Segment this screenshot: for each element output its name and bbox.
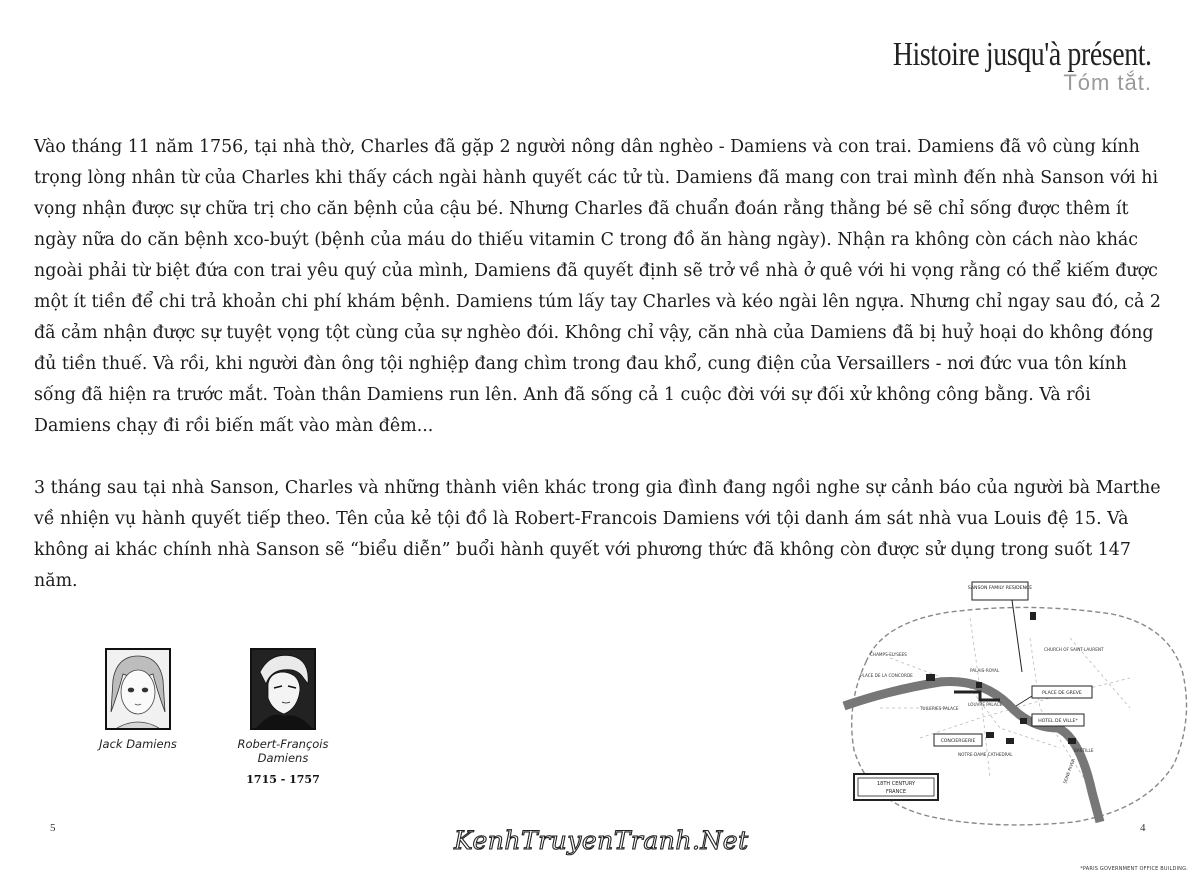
map-label-conciergerie: CONCIERGERIE xyxy=(940,739,976,744)
map-label-residence: SANSON FAMILY RESIDENCE xyxy=(967,586,1033,591)
portrait-years: 1715 - 1757 xyxy=(246,773,320,786)
portrait-jack-damiens xyxy=(86,648,190,751)
watermark: KenhTruyenTranh.Net xyxy=(454,826,749,855)
paris-map xyxy=(830,578,1200,840)
portrait-caption: Robert-François Damiens xyxy=(237,737,329,765)
map-label-notre-dame: NOTRE-DAME CATHEDRAL xyxy=(958,752,1013,757)
map-label-church: CHURCH OF SAINT-LAURENT xyxy=(1044,647,1104,652)
map-label-greve: PLACE DE GREVE xyxy=(1042,691,1082,696)
map-label-france: FRANCE xyxy=(886,789,906,795)
portrait-robert-francois-damiens xyxy=(228,648,338,786)
page-subtitle: Tóm tắt. xyxy=(1063,70,1152,95)
map-label-louvre: LOUVRE PALACE xyxy=(968,702,1003,707)
footnote: *PARIS GOVERNMENT OFFICE BUILDING. xyxy=(1080,866,1188,872)
map-label-century: 18TH CENTURY xyxy=(876,781,916,787)
map-label-seine: SEINE RIVER xyxy=(1062,757,1076,785)
portrait-image xyxy=(250,648,316,730)
map-label-tuileries: TUILERIES PALACE xyxy=(920,706,959,711)
summary-paragraph: Vào tháng 11 năm 1756, tại nhà thờ, Charles đã gặp 2 người nông dân nghèo - Damiens và con trai. Damiens đã vô cùng kính trọng lòng nhân từ của Charles khi thấy cách ngài hành quyết các tử tù. Damiens đã mang con trai mình đến nhà Sanson với hi vọng nhận được sự chữa trị cho căn bệnh của cậu bé. Nhưng Charles đã chuẩn đoán rằng thằng bé sẽ chỉ sống được thêm ít ngày nữa do căn bệnh xco-buýt (bệnh của máu do thiếu vitamin C trong đồ ăn hàng ngày). Nhận ra không còn cách nào khác ngoài phải từ biệt đứa con trai yêu quý của mình, Damiens đã quyết định sẽ trở về nhà ở quê với hi vọng rằng có thể kiếm được một ít tiền để chi trả khoản chi phí khám bệnh. Damiens túm lấy tay Charles và kéo ngài lên ngựa. Nhưng chỉ ngay sau đó, cả 2 đã cảm nhận được sự tuyệt vọng tột cùng của sự nghèo đói. Không chỉ vậy, căn nhà của Damiens đã bị huỷ hoại do không đóng đủ tiền thuế. Và rồi, khi người đàn ông tội nghiệp đang chìm trong đau khổ, cung điện của Versaillers - nơi đức vua tôn kính sống đã hiện ra trước mắt. Toàn thân Damiens run lên. Anh đã sống cả 1 cuộc đời với sự đối xử không công bằng. Và rồi Damiens chạy đi rồi biến mất vào màn đêm... xyxy=(34,137,1161,436)
portrait-caption: Jack Damiens xyxy=(99,737,177,751)
summary-text xyxy=(34,132,1168,628)
map-label-palais-royal: PALAIS-ROYAL xyxy=(970,668,1000,673)
portrait-image xyxy=(105,648,171,730)
summary-paragraph: 3 tháng sau tại nhà Sanson, Charles và những thành viên khác trong gia đình đang ngồi nghe sự cảnh báo của người bà Marthe về nhiện vụ hành quyết tiếp theo. Tên của kẻ tội đồ là Robert-Francois Damiens với tội danh ám sát nhà vua Louis đệ 15. Và không ai khác chính nhà Sanson sẽ “biểu diễn” buổi hành quyết với phương thức đã không còn được sử dụng trong suốt 147 năm. xyxy=(34,478,1161,591)
map-label-concorde: PLACE DE LA CONCORDE xyxy=(860,673,913,678)
page-title: Histoire jusqu'à présent. xyxy=(893,36,1152,73)
map-label-champs: CHAMPS-ELYSEES xyxy=(870,652,907,657)
page-number-left: 5 xyxy=(50,822,56,834)
page-number-right: 4 xyxy=(1140,822,1146,834)
map-label-hotel-de-ville: HOTEL DE VILLE* xyxy=(1038,719,1078,724)
map-label-bastille: BASTILLE xyxy=(1074,748,1094,753)
title-block xyxy=(836,38,1152,96)
